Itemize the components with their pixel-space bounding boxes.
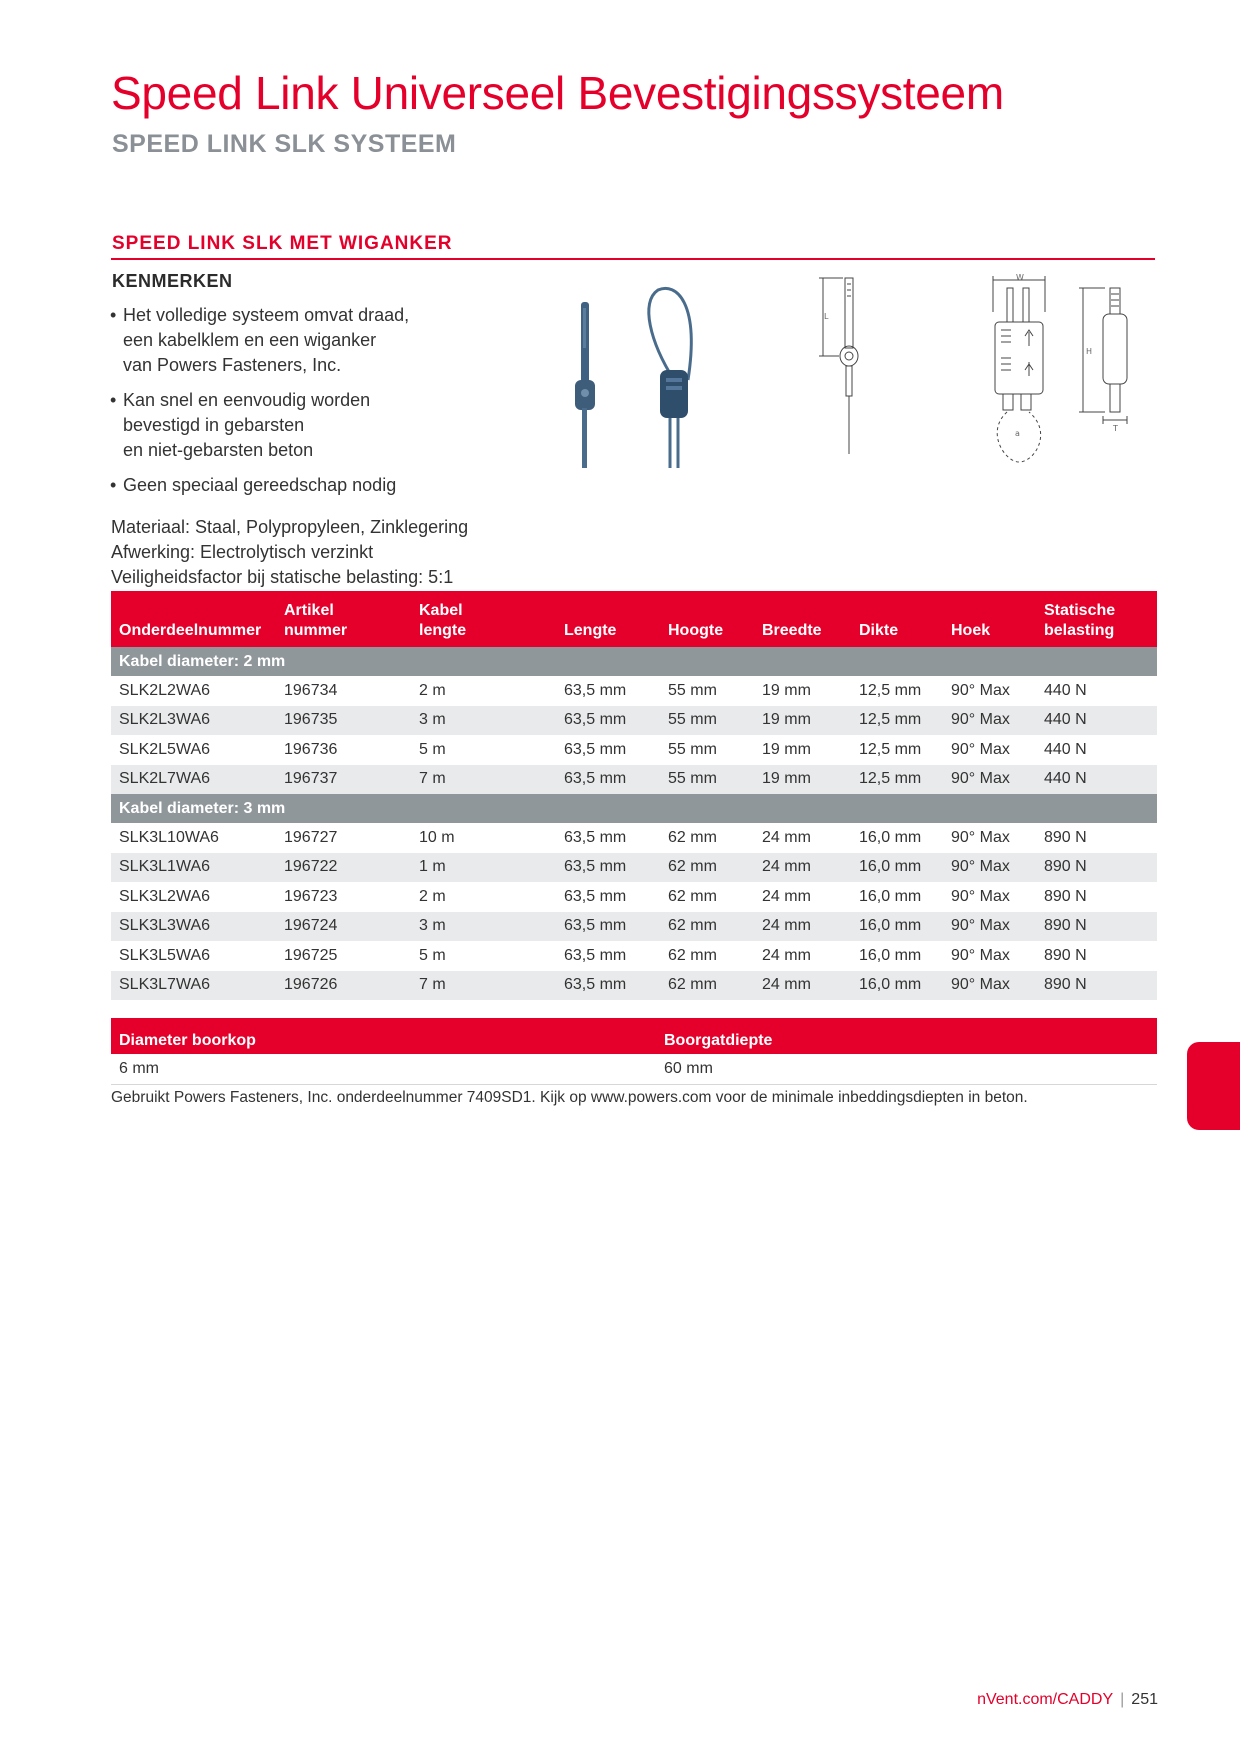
spec-table-header bbox=[111, 591, 1157, 647]
table-cell: 890 N bbox=[1036, 853, 1157, 883]
feature-item: • Het volledige systeem omvat draad, een kabelklem en een wiganker van Powers Fasteners, Inc. bbox=[110, 305, 410, 375]
technical-drawing-anchor bbox=[815, 274, 865, 464]
table-cell: 62 mm bbox=[668, 828, 717, 846]
table-cell: 62 mm bbox=[660, 912, 754, 942]
col-header: Boorgatdiepte bbox=[656, 1018, 1157, 1054]
table-cell: 62 mm bbox=[668, 946, 717, 964]
drill-table bbox=[111, 1018, 1157, 1085]
table-cell: 55 mm bbox=[660, 706, 754, 736]
table-cell: 90° Max bbox=[951, 946, 1010, 964]
table-cell: 5 m bbox=[419, 740, 446, 758]
col-header: Breedte bbox=[754, 591, 851, 647]
table-cell: 196735 bbox=[276, 706, 411, 736]
finish-line: Afwerking: Electrolytisch verzinkt bbox=[111, 542, 374, 562]
col-header: Hoogte bbox=[660, 591, 754, 647]
table-cell: 63,5 mm bbox=[556, 765, 660, 795]
feature-item: • Geen speciaal gereedschap nodig bbox=[110, 473, 550, 498]
table-cell: 19 mm bbox=[754, 706, 851, 736]
table-cell: SLK2L3WA6 bbox=[111, 706, 276, 736]
table-cell: 196734 bbox=[284, 681, 338, 699]
technical-drawing-gripper bbox=[985, 272, 1055, 466]
page-subtitle: SPEED LINK SLK SYSTEEM bbox=[112, 130, 457, 158]
table-cell: 63,5 mm bbox=[564, 740, 627, 758]
table-cell: 12,5 mm bbox=[859, 681, 922, 699]
bullet-icon: • bbox=[110, 305, 117, 325]
table-cell: 890 N bbox=[1044, 828, 1087, 846]
page-footer bbox=[977, 1691, 1158, 1709]
footer-separator: | bbox=[1120, 1691, 1125, 1708]
table-cell: 90° Max bbox=[943, 971, 1036, 1001]
table-cell: 24 mm bbox=[762, 946, 811, 964]
table-cell: 90° Max bbox=[943, 765, 1036, 795]
table-cell: 90° Max bbox=[951, 828, 1010, 846]
table-cell: 440 N bbox=[1036, 706, 1157, 736]
label-width: W bbox=[1016, 273, 1024, 282]
table-row bbox=[111, 971, 1157, 1001]
footnote: Gebruikt Powers Fasteners, Inc. onderdeelnummer 7409SD1. Kijk op www.powers.com voor de minimale inbeddingsdiepten in beton. bbox=[111, 1089, 1028, 1106]
table-cell: 5 m bbox=[419, 946, 446, 964]
table-cell: 55 mm bbox=[660, 765, 754, 795]
bullet-icon: • bbox=[110, 475, 117, 495]
table-cell: 2 m bbox=[419, 681, 446, 699]
side-tab-marker bbox=[1187, 1042, 1240, 1130]
page-number: 251 bbox=[1131, 1691, 1158, 1708]
col-header: Hoek bbox=[943, 591, 1036, 647]
table-cell: 62 mm bbox=[660, 971, 754, 1001]
table-row bbox=[111, 912, 1157, 942]
table-cell: SLK3L7WA6 bbox=[111, 971, 276, 1001]
table-cell: 3 m bbox=[411, 706, 556, 736]
table-cell: 55 mm bbox=[668, 740, 717, 758]
group-label: Kabel diameter: 3 mm bbox=[111, 794, 1157, 823]
table-cell: 440 N bbox=[1044, 740, 1087, 758]
table-cell: 890 N bbox=[1044, 887, 1087, 905]
table-row bbox=[111, 882, 1157, 912]
table-cell: 16,0 mm bbox=[859, 828, 922, 846]
table-cell: 12,5 mm bbox=[851, 765, 943, 795]
table-cell: 60 mm bbox=[656, 1054, 1157, 1085]
table-row bbox=[111, 765, 1157, 795]
table-cell: 90° Max bbox=[951, 681, 1010, 699]
label-thickness: T bbox=[1113, 424, 1118, 433]
group-row bbox=[111, 647, 1157, 676]
table-cell: 62 mm bbox=[668, 887, 717, 905]
material-line: Materiaal: Staal, Polypropyleen, Zinklegering bbox=[111, 517, 469, 537]
col-header: Statische belasting bbox=[1036, 591, 1157, 647]
table-cell: 196737 bbox=[276, 765, 411, 795]
section-divider bbox=[111, 258, 1155, 260]
table-cell: 10 m bbox=[419, 828, 455, 846]
table-cell: 90° Max bbox=[943, 706, 1036, 736]
label-length: L bbox=[824, 312, 829, 321]
table-cell: SLK2L5WA6 bbox=[119, 740, 211, 758]
section-title: SPEED LINK SLK MET WIGANKER bbox=[112, 233, 453, 254]
footer-link[interactable]: nVent.com/CADDY bbox=[977, 1691, 1114, 1708]
page-title: Speed Link Universeel Bevestigingssysteem bbox=[111, 67, 1004, 119]
table-cell: 196724 bbox=[276, 912, 411, 942]
label-angle: a bbox=[1015, 429, 1020, 438]
table-cell: 63,5 mm bbox=[556, 971, 660, 1001]
group-row bbox=[111, 794, 1157, 823]
table-cell: 63,5 mm bbox=[564, 946, 627, 964]
safety-factor-line: Veiligheidsfactor bij statische belasting: 5:1 bbox=[111, 567, 454, 587]
table-cell: 7 m bbox=[411, 765, 556, 795]
table-cell: 196725 bbox=[284, 946, 338, 964]
table-row bbox=[111, 823, 1157, 853]
table-cell: 3 m bbox=[411, 912, 556, 942]
table-cell: 24 mm bbox=[754, 853, 851, 883]
product-photo-anchor bbox=[570, 298, 610, 470]
col-header: Kabel lengte bbox=[411, 591, 556, 647]
feature-item: • Kan snel en eenvoudig worden bevestigd in gebarsten en niet-gebarsten beton bbox=[110, 390, 371, 460]
table-cell: 12,5 mm bbox=[859, 740, 922, 758]
col-header: Dikte bbox=[851, 591, 943, 647]
table-cell: SLK3L3WA6 bbox=[111, 912, 276, 942]
table-cell: SLK3L2WA6 bbox=[119, 887, 211, 905]
table-cell: SLK3L10WA6 bbox=[119, 828, 219, 846]
bullet-icon: • bbox=[110, 390, 117, 410]
table-cell: 90° Max bbox=[951, 740, 1010, 758]
table-cell: 62 mm bbox=[660, 853, 754, 883]
table-cell: 63,5 mm bbox=[556, 853, 660, 883]
table-cell: 196723 bbox=[284, 887, 338, 905]
features-heading: KENMERKEN bbox=[112, 271, 233, 291]
col-header: Lengte bbox=[556, 591, 660, 647]
table-row bbox=[111, 941, 1157, 971]
table-cell: 7 m bbox=[411, 971, 556, 1001]
table-cell: 16,0 mm bbox=[851, 912, 943, 942]
table-cell: 16,0 mm bbox=[859, 946, 922, 964]
table-cell: 24 mm bbox=[762, 828, 811, 846]
table-cell: 19 mm bbox=[762, 740, 811, 758]
table-row bbox=[111, 676, 1157, 706]
table-cell: 196736 bbox=[284, 740, 338, 758]
features-list bbox=[110, 303, 550, 508]
table-cell: 196726 bbox=[276, 971, 411, 1001]
table-row bbox=[111, 706, 1157, 736]
table-cell: 24 mm bbox=[762, 887, 811, 905]
table-cell: 12,5 mm bbox=[851, 706, 943, 736]
table-cell: 90° Max bbox=[951, 887, 1010, 905]
table-cell: 55 mm bbox=[668, 681, 717, 699]
table-cell: SLK3L5WA6 bbox=[119, 946, 211, 964]
table-cell: 890 N bbox=[1044, 946, 1087, 964]
table-row bbox=[111, 735, 1157, 765]
table-cell: SLK2L2WA6 bbox=[119, 681, 211, 699]
table-cell: 90° Max bbox=[943, 853, 1036, 883]
table-cell: 196727 bbox=[284, 828, 338, 846]
table-cell: 63,5 mm bbox=[564, 681, 627, 699]
table-row bbox=[111, 853, 1157, 883]
table-cell: 440 N bbox=[1044, 681, 1087, 699]
table-cell: 1 m bbox=[411, 853, 556, 883]
table-cell: SLK2L7WA6 bbox=[111, 765, 276, 795]
table-cell: 440 N bbox=[1036, 765, 1157, 795]
table-cell: 890 N bbox=[1036, 971, 1157, 1001]
product-photo-cable-loop bbox=[640, 282, 720, 470]
table-cell: 63,5 mm bbox=[564, 828, 627, 846]
group-label: Kabel diameter: 2 mm bbox=[111, 647, 1157, 676]
label-height: H bbox=[1086, 347, 1093, 356]
table-cell: 6 mm bbox=[111, 1054, 656, 1085]
spec-table bbox=[111, 591, 1157, 1000]
table-cell: 63,5 mm bbox=[564, 887, 627, 905]
table-cell: 24 mm bbox=[754, 912, 851, 942]
table-cell: 19 mm bbox=[762, 681, 811, 699]
table-cell: 63,5 mm bbox=[556, 912, 660, 942]
drill-table-header bbox=[111, 1018, 1157, 1054]
technical-drawing-side-view bbox=[1075, 284, 1140, 434]
table-cell: SLK3L1WA6 bbox=[111, 853, 276, 883]
table-cell: 16,0 mm bbox=[859, 887, 922, 905]
col-header: Diameter boorkop bbox=[111, 1018, 656, 1054]
table-cell: 90° Max bbox=[943, 912, 1036, 942]
col-header: Onderdeelnummer bbox=[111, 591, 276, 647]
col-header: Artikel nummer bbox=[276, 591, 411, 647]
table-cell: 16,0 mm bbox=[851, 971, 943, 1001]
table-cell: 63,5 mm bbox=[556, 706, 660, 736]
table-row bbox=[111, 1054, 1157, 1085]
material-info bbox=[111, 515, 468, 590]
table-cell: 24 mm bbox=[754, 971, 851, 1001]
table-cell: 16,0 mm bbox=[851, 853, 943, 883]
table-cell: 19 mm bbox=[754, 765, 851, 795]
table-cell: 196722 bbox=[276, 853, 411, 883]
table-cell: 890 N bbox=[1036, 912, 1157, 942]
table-cell: 2 m bbox=[419, 887, 446, 905]
